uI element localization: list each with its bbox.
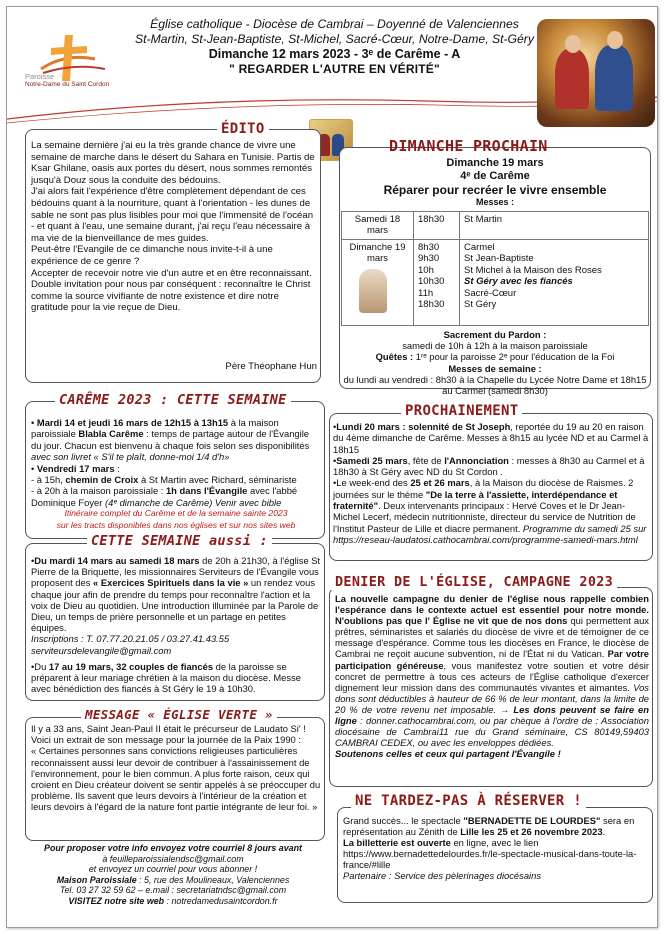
pardon-text: samedi de 10h à 12h à la maison paroissiale	[402, 340, 588, 352]
bulletin-page	[6, 6, 658, 928]
dimanche-header	[341, 157, 649, 208]
header-line-2: St-Martin, St-Jean-Baptiste, St-Michel, Sacré-Cœur, Notre-Dame, St-Géry	[135, 32, 534, 46]
mass-day-cell: Dimanche 19 mars	[342, 240, 414, 326]
denier-body: La nouvelle campagne du denier de l'église nous rappelle combien l'espérance dans le contexte actuel est essentiel pour notre monde. N'oublions pas que l' Église ne vit que de nos dons qui permettent aux prêtres, séminaristes et salariés du diocèse de vivre et de témoigner de ce message d'espérance. Comme tous les diocèses en France, le diocèse de Cambrai ne reçoit aucune subvention, ni de l'État ni du Vatican. Par votre participation généreuse, vous manifestez votre soutien et votre désir concret de permettre à tous ces acteurs de l'Église catholique d'exercer dignement leur mission dans des communautés vivantes et aimantes. Vos dons sont déductibles à hauteur de 66 % de leur montant, dans la limite de 20 % de votre revenu net imposable. → Les dons peuvent se faire en ligne : donner.cathocambrai.com, ou par chèque à l'ordre de : Association diocésaine de Cambrai11 rue du Grand séminaire, CS 80149,59403 CAMBRAI CEDEX, ou avec les enveloppes dédiées. Soutenons celles et ceux qui partagent l'Évangile !	[335, 593, 650, 760]
careme-item-4: - à 20h à la maison paroissiale : 1h dans l'Évangile avec l'abbé Dominique Foyer (4ᵉ dimanche de Carême) Venir avec bible	[31, 485, 298, 508]
reserver-para-2[interactable]: La billetterie est ouverte en ligne, avec le lien https://www.bernadettedelourdes.fr/le-spectacle-musical-dans-toute-la-france/#lille	[343, 837, 637, 871]
religious-painting-image	[537, 19, 655, 127]
prochainement-item-2: •Samedi 25 mars, fête de l'Annonciation : messes à 8h30 au Carmel et à 18h30 à St Géry avec ND du St Cordon .	[333, 454, 645, 478]
denier-title: DENIER DE L'ÉGLISE, CAMPAGNE 2023	[331, 574, 617, 590]
header-line-1: Église catholique - Diocèse de Cambrai – Doyenné de Valenciennes	[150, 17, 519, 31]
dimanche-date: Dimanche 19 mars	[446, 157, 544, 169]
denier-closing: Soutenons celles et ceux qui partagent l'Évangile !	[335, 748, 561, 760]
careme-red-line-1: Itinéraire complet du Carême et de la semaine sainte 2023	[64, 508, 288, 519]
semaine-aussi-title: CETTE SEMAINE aussi :	[87, 533, 272, 549]
dimanche-extra-info	[343, 329, 647, 396]
header	[7, 7, 658, 122]
prochainement-title: PROCHAINEMENT	[401, 403, 522, 419]
careme-item-3: - à 15h, chemin de Croix à St Martin avec Richard, séminariste	[31, 474, 297, 486]
footer-contact	[31, 843, 315, 906]
messes-semaine-text: du lundi au vendredi : 8h30 à la Chapelle du Lycée Notre Dame et 18h15 au Carmel (samedi 8h30)	[343, 373, 647, 397]
message-title: MESSAGE « ÉGLISE VERTE »	[81, 707, 277, 722]
footer-line-3: et envoyez un courriel pour vous abonner !	[88, 864, 258, 874]
mass-time-cell: 8h30 9h30 10h 10h30 11h 18h30	[414, 240, 460, 326]
dimanche-title: DIMANCHE PROCHAIN	[389, 137, 548, 155]
footer-line-4: Maison Paroissiale : 5, rue des Moulineaux, Valenciennes	[56, 874, 290, 885]
careme-body	[31, 417, 321, 531]
mass-place-cell: Carmel St Jean-Baptiste St Michel à la Maison des Roses St Géry avec les fiancés Sacré-Cœur St Géry	[460, 240, 649, 326]
semaine-aussi-para-2: •Du 17 au 19 mars, 32 couples de fiancés de la paroisse se préparent à leur mariage chrétien à la maison du diocèse. Messe avec bénédiction des fiancés à St Géry le 19 à 10h30.	[31, 660, 301, 695]
header-theme-line: " REGARDER L'AUTRE EN VÉRITÉ"	[229, 62, 440, 76]
denier-bold-intro: La nouvelle campagne du denier de l'église nous rappelle combien l'espérance dans le contexte actuel est essentiel pour notre monde. N'oublions pas que l' Église ne vit que de nos dons	[335, 593, 649, 627]
mass-day-cell: Samedi 18 mars	[342, 212, 414, 240]
header-date-line: Dimanche 12 mars 2023 - 3ᵉ de Carême - A	[208, 47, 461, 61]
careme-item-2: • Vendredi 17 mars :	[31, 462, 120, 474]
reserver-body	[343, 815, 649, 882]
footer-line-1: Pour proposer votre info envoyez votre courriel 8 jours avant	[44, 843, 302, 853]
prochainement-body	[333, 421, 649, 545]
prochainement-item-3: •Le week-end des 25 et 26 mars, à la Maison du diocèse de Raismes. 2 journées sur le thème "De la terre à l'assiette, interdépendance et fraternité". Deux intervenants principaux : Hervé Coves et le Dr Jean-Michel Lecerf, médecin nutritionniste, directeur du service de Nutrition de l'Institut Pasteur de Lille et diacre permanent. Programme du samedi 25 sur https://reseau-laudatosi.cathocambrai.com/programme-samedi-mars.html	[333, 477, 647, 545]
pardon-title: Sacrement du Pardon :	[443, 329, 547, 340]
mass-place-cell: St Martin	[460, 212, 649, 240]
messes-semaine-title: Messes de semaine :	[448, 362, 542, 374]
reserver-title: NE TARDEZ-PAS À RÉSERVER !	[351, 793, 586, 809]
semaine-aussi-inscriptions: Inscriptions : T. 07.77.20.21.05 / 03.27.41.43.55	[31, 633, 230, 645]
footer-line-6[interactable]: VISITEZ notre site web : notredamedusaintcordon.fr	[68, 895, 278, 906]
dimanche-theme: Réparer pour recréer le vivre ensemble	[383, 183, 607, 197]
quetes-line: Quêtes : 1ʳᵉ pour la paroisse 2ᵉ pour l'éducation de la Foi	[375, 351, 615, 363]
reserver-partner: Partenaire : Service des pèlerinages diocésains	[343, 870, 542, 882]
header-title-block	[107, 17, 562, 77]
semaine-aussi-email[interactable]: serviteursdelevangile@gmail.com	[31, 644, 172, 656]
prochainement-item-1: •Lundi 20 mars : solennité de St Joseph, reportée du 19 au 20 en raison du 4ème dimanche de Carême. Messes à 8h15 au lycée ND et au Carmel à 18h15	[333, 421, 649, 455]
saint-joseph-statue-image	[359, 269, 387, 313]
edito-signature: Père Théophane Hun	[225, 361, 317, 372]
dimanche-messes-label: Messes :	[475, 197, 515, 207]
semaine-aussi-para-1: •Du mardi 14 mars au samedi 18 mars de 20h à 21h30, à l'église St Pierre de la Briquette, les missionnaires Serviteurs de l'Évangile vous proposent des « Exercices Spirituels dans la vie » un rendez vous chaque jour afin de prendre du temps pour reconnaître l'action et la voix de Dieu au quotidien. Une introduction illuminée par la Parole de Dieu, un temps de prière personnelle et un partage en petites équipes.	[31, 555, 321, 634]
masses-table	[341, 211, 649, 326]
footer-line-2[interactable]: à feuilleparoissialendsc@gmail.com	[102, 853, 244, 864]
mass-time-cell: 18h30	[414, 212, 460, 240]
dimanche-sunday-name: 4ᵉ de Carême	[460, 170, 530, 182]
careme-red-line-2: sur les tracts disponibles dans nos églises et sur nos sites web	[56, 519, 296, 530]
logo-line-1: Paroisse	[25, 72, 55, 81]
footer-line-5: Tel. 03 27 32 59 62 – e.mail : secretariatndsc@gmail.com	[59, 885, 287, 895]
careme-title: CARÊME 2023 : CETTE SEMAINE	[55, 392, 291, 408]
edito-body: La semaine dernière j'ai eu la très grande chance de vivre une semaine de marche dans le désert du Sahara en Tunisie. Partis de Ksar Ghilane, oasis aux portes du désert, nous sommes remontés jusqu'à Douz sous la conduite des bédouins. J'ai alors fait l'expérience d'être complètement dépendant de ces bédouins quant à la nourriture, quant à l'orientation - les dunes de sable ne sont pas plus lisibles pour moi que l'immensité de l'océan - et quant à l'eau, une semaine durant, j'ai reçu l'eau nécessaire à ma vie de la bienveillance de mes guides. Peut-être l'Evangile de ce dimanche nous invite-t-il à une expérience de ce genre ? Accepter de recevoir notre vie d'un autre et en être reconnaissant. Double invitation pour nous par conséquent : reconnaître le Christ comme la source vivifiante de notre existence et dire notre gratitude pour la vie reçue de Dieu.	[31, 140, 315, 314]
edito-title: ÉDITO	[217, 121, 269, 137]
logo-line-2: Notre-Dame du Saint Cordon	[25, 81, 110, 88]
message-body: Il y a 33 ans, Saint Jean-Paul II était le précurseur de Laudato Si' ! Voici un extrait de son message pour la journée de la Paix 1990 : « Certaines personnes sans convictions religieuses particulières reconnaissent aussi leur devoir de contribuer à l'assainissement de l'environnement, pour le bien commun. A plus forte raison, ceux qui croient en Dieu créateur doivent se sentir appelés à se préoccuper du problème. Ils savent que leurs devoirs à l'intérieur de la création et leurs devoirs à l'égard de la nature font partie intégrante de leur foi. »	[31, 723, 321, 813]
careme-item-1: • Mardi 14 et jeudi 16 mars de 12h15 à 13h15 à la maison paroissiale Blabla Carême : temps de partage autour de l'Évangile du jour. Chacun est bienvenu à chaque fois selon ses disponibilités avec son livret « S'il te plaît, donne-moi 1/4 d'h»	[31, 417, 310, 463]
reserver-para-1: Grand succès... le spectacle "BERNADETTE DE LOURDES" sera en représentation au Zénith de Lille les 25 et 26 novembre 2023.	[343, 815, 635, 838]
table-row	[342, 240, 649, 326]
table-row	[342, 212, 649, 240]
semaine-aussi-body	[31, 555, 321, 694]
